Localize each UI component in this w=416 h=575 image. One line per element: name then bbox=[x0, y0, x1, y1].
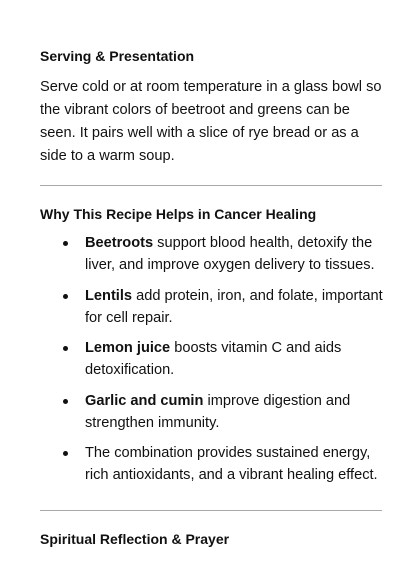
serving-paragraph: Serve cold or at room temperature in a glass bowl so the vibrant colors of beetroot and greens can be seen. It pairs well with a slice of rye bread or as a side to a warm soup. bbox=[40, 79, 382, 164]
section-divider bbox=[40, 510, 382, 511]
benefit-text: add protein, iron, and folate, important for cell repair. bbox=[85, 287, 383, 326]
section-heading-spiritual: Spiritual Reflection & Prayer bbox=[40, 531, 230, 547]
list-item bbox=[40, 337, 385, 381]
bullet-icon bbox=[63, 399, 68, 404]
bullet-icon bbox=[63, 294, 68, 299]
benefit-term: Lentils bbox=[85, 287, 133, 304]
bullet-icon bbox=[63, 451, 68, 456]
bullet-icon bbox=[63, 346, 68, 351]
benefit-text: improve digestion and strengthen immunity. bbox=[85, 392, 351, 431]
bullet-icon bbox=[63, 241, 68, 246]
benefit-term: Lemon juice bbox=[85, 340, 171, 356]
benefit-text: boosts vitamin C and aids detoxification. bbox=[85, 340, 342, 378]
section-heading-why: Why This Recipe Helps in Cancer Healing bbox=[40, 206, 317, 222]
benefits-list bbox=[40, 232, 385, 495]
section-heading-serving: Serving & Presentation bbox=[40, 48, 195, 64]
benefit-term: Beetroots bbox=[85, 235, 154, 251]
benefit-text: support blood health, detoxify the liver, and improve oxygen delivery to tissues. bbox=[85, 235, 375, 273]
benefit-term: Garlic and cumin bbox=[85, 392, 204, 409]
list-item bbox=[40, 442, 385, 486]
section-divider bbox=[40, 185, 382, 186]
list-item bbox=[40, 390, 385, 434]
list-item bbox=[40, 232, 385, 276]
benefit-text: The combination provides sustained energy, rich antioxidants, and a vibrant healing effect. bbox=[85, 445, 378, 483]
list-item bbox=[40, 285, 385, 329]
